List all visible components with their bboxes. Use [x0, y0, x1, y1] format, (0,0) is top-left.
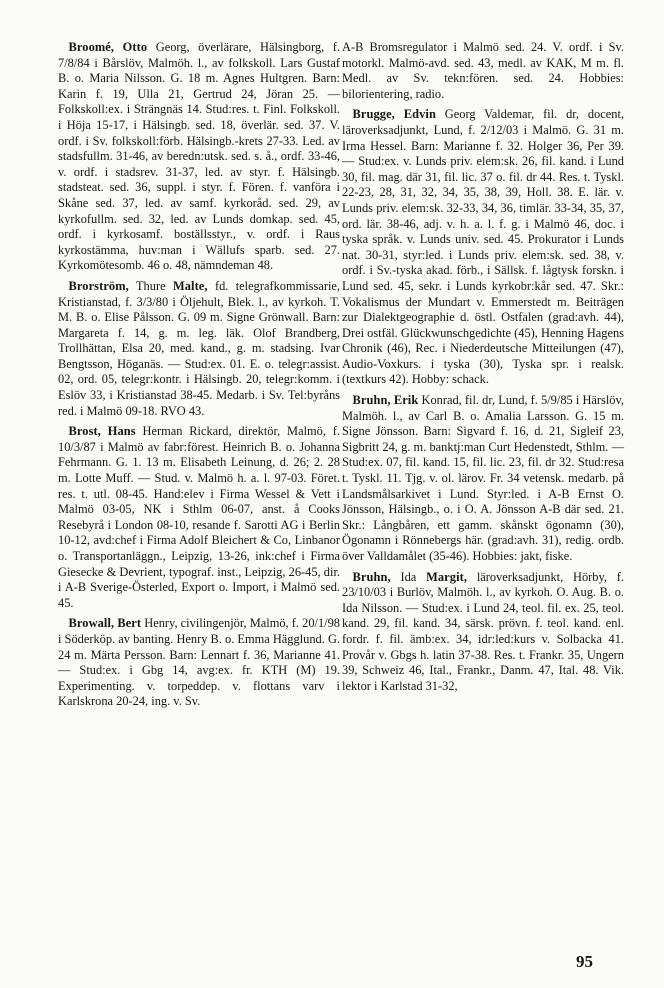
entry-text: Ida — [390, 569, 427, 584]
entry-bruhn-erik — [342, 393, 624, 565]
entry-surname: Brorström, — [68, 278, 129, 293]
entry-text: Henry, civilingenjör, Malmö, f. 20/1/98 i Söderköp. av banting. Henry B. o. Emma Hägglund. G. 24 m. Märta Persson. Barn: Lennart f. 36, Marianne 41. — Stud:ex. i Gbg 14, avg:ex. fr. KTH (M) 19. Experimenting. v. torpeddep. v. flottans varv i Karlskrona 20-24, ing. v. Sv. — [58, 616, 340, 709]
entry-text: Konrad, fil. dr, Lund, f. 5/9/85 i Härslöv, Malmöh. l., av Carl B. o. Amalia Larsson. G. 15 m. Signe Jönsson. Barn: Sigvard f. 16, d. 21, Sigleif 23, Sigbritt 24, g. m. banktj:man Curt Hedenstedt, Sthlm. — Stud:ex. 07, fil. kand. 15, fil. lic. 23, fil. dr 32. Stud:resa t. Tyskl. 11. Tjg. v. ol. lärov. Fr. 34 vetensk. medarb. på Landsmålsarkivet i Lund. Styr:led. i A-B Ernst O. Jönsson, Hälsingb., o. i O. A. Jönsson A-B där sed. 21. Skr.: Långbåren, ett gamm. skånskt ögonamn (30), Ögonamn i Rönnebergs här. (grad:avh. 31), redig. ordb. över Valldamålet (35-46). Hobbies: jakt, fiske. — [342, 393, 624, 563]
entry-bruhn-margit — [342, 570, 624, 695]
entry-given-name: Hans — [107, 424, 136, 439]
left-column — [58, 40, 340, 715]
entry-text: Herman Rickard, direktör, Malmö, f. 10/3/87 i Malmö av fabr:förest. Heinrich B. o. Johanna Fehrmann. G. 1. 13 m. Elisabeth Leinung, d. 26; 2. 28 m. Lotte Muff. — Stud. v. Malmö h. a. l. 97-03. Föret. res. t. utl. 08-45. Hand:elev i Firma Wessel & Vett i Malmö 03-05, NK i Sthlm 06-07, anst. å Cooks Resebyrå i London 08-10, resande f. Sarotti AG i Berlin 10-12, avd:chef i Firma Adolf Bleichert & Co, Linbanor o. Transportanläggn., Leipzig, 13-26, ink:chef i Firma Giesecke & Devrient, typograf. inst., Leipzig, 26-45, dir. i A-B Sverige-Österled, Export o. Import, i Malmö sed. 45. — [58, 424, 340, 610]
entry-brugge-edvin — [342, 107, 624, 388]
entry-text-continued: fd. telegrafkommissarie, Kristianstad, f. 3/3/80 i Öljehult, Blek. l., av kyrkoh. T. M. B. o. Elise Pålsson. G. 09 m. Signe Grönwall. Barn: Margareta f. 14, g. m. leg. läk. Olof Brandberg, Trollhättan, Elsa 20, med. kand., g. m. stadsing. Ivar Bengtsson, Höganäs. — Stud:ex. 01. E. o. telegr:assist. 02, ord. 05, telegr:kontr. i Hälsingb. 20, telegr:komm. i Eslöv 33, i Kristianstad 38-45. Medarb. i Sv. Tel:byråns red. i Malmö 09-18. RVO 43. — [58, 278, 340, 418]
entry-given-name: Edvin — [403, 107, 436, 122]
entry-surname: Brugge, — [352, 107, 395, 122]
entry-given-name: Bert — [117, 616, 142, 631]
right-column — [342, 40, 624, 699]
entry-surname: Bruhn, — [352, 393, 391, 408]
entry-surname: Bruhn, — [352, 569, 391, 584]
entry-text: Georg Valdemar, fil. dr, docent, läroverksadjunkt, Lund, f. 2/12/03 i Malmö. G. 31 m. Irma Hessel. Barn: Marianne f. 32. Holger 36, Per 39. — Stud:ex. v. Lunds priv. elem:sk. 26, fil. kand. i Lund 30, fil. mag. där 31, fil. lic. 37 o. fil. dr 44. Res. t. Tyskl. 22-23, 28, 31, 32, 34, 35, 38, 39, Holl. 38. E. lär. v. Lunds priv. elem:sk. 32-33, 34, 36, timlär. 33-34, 35, 37, ord. lär. 38-46, adj. v. h. a. l. f. g. i Malmö 46, doc. i tyska språk. v. Lunds univ. sed. 45. Prokurator i Lunds nat. 30-31, styr:led. i Lunds priv. elem:sk. sed. 38, v. ordf. i Sv.-tyska akad. förb., i Sällsk. f. lågtysk forskn. i Lund sed. 45, sekr. i Lunds kyrkobr:kår sed. 47. Skr.: Vokalismus der Mundart v. Emmerstedt m. Beiträgen zur Dialektgeographie d. östl. Ostfalen (grad:avh. 44), Drei ostfäl. Glückwunschgedichte (45), Henning Hagens Chronik (46), Rec. i Niederdeutsche Mitteilungen (47), Audio-Voxkurs. i tyska (30), Tyska spr. i realsk. (textkurs 42). Hobby: schack. — [342, 107, 624, 387]
entry-given-name: Margit, — [426, 569, 468, 584]
entry-brost-hans — [58, 424, 340, 611]
entry-text: Thure — [128, 278, 173, 293]
entry-surname: Brost, — [68, 424, 101, 439]
entry-browall-bert — [58, 616, 340, 710]
page-number: 95 — [576, 952, 593, 971]
entry-text: A-B Bromsregulator i Malmö sed. 24. V. ordf. i Sv. motorkl. Malmö-avd. sed. 43, medl. av KAK, M m. fl. Medl. av Sv. tekn:fören. sed. 24. Hobbies: bilorientering, radio. — [342, 40, 624, 101]
entry-given-name: Erik — [393, 393, 419, 408]
entry-given-name: Malte, — [172, 278, 208, 293]
entry-surname: Broomé, — [68, 40, 115, 54]
entry-brorstrom-malte — [58, 279, 340, 419]
entry-text-continued: läroverksadjunkt, Hörby, f. 23/10/03 i Burlöv, Malmöh. l., av kyrkoh. O. Aug. B. o. Ida Nilsson. — Stud:ex. i Lund 24, teol. fil. ex. 25, teol. kand. 29, fil. kand. 34, särsk. prövn. f. teol. kand. enl. fordr. f. fil. ämb:ex. 34, idr:led:kurs v. Solbacka 41. Provår v. Gbgs h. latin 37-38. Res. t. Frankr. 35, Ungern 39, Schweiz 46, Ital., Frankr., Danm. 47, Ital. 48. Vik. lektor i Karlstad 31-32, — [342, 569, 624, 693]
entry-broome-otto — [58, 40, 340, 274]
entry-text: Georg, överlärare, Hälsingborg, f. 7/8/84 i Bårslöv, Malmöh. l., av folkskoll. Lars Gustaf B. o. Maria Nilsson. G. 18 m. Agnes Hultgren. Barn: Karin f. 19, Ulla 21, Gertrud 24, Jöran 25. — Folkskoll:ex. i Strängnäs 14. Stud:res. t. Finl. Folkskoll. i Höja 15-17, i Hälsingb. sed. 18, överlär. sed. 37. V. ordf. i Sv. folkskoll:förb. Hälsingb.-krets 27-33. Led. av stadsfullm. 31-46, av beredn:utsk. sed. s. å., ordf. 33-46, v. ordf. i stadsrev. 31-37, led. av styr. f. Hälsingb. stadsteat. sed. 36, suppl. i styr. f. Fören. f. vanföra i Skåne sed. 37, led. av samf. kyrkoråd. sed. 29, av kyrkofullm. sed. 32, led. av Lunds domkap. sed. 45, ordf. i kyrkosamf. boställsstyr., v. ordf. i Raus kyrkostämma, huv:man i Wällufs sparb. sed. 27. Kyrkomötesomb. 46 o. 48, nämndeman 48. — [58, 40, 340, 273]
entry-surname: Browall, — [68, 616, 115, 631]
entry-given-name: Otto — [122, 40, 148, 54]
entry-browall-continuation — [342, 40, 624, 102]
